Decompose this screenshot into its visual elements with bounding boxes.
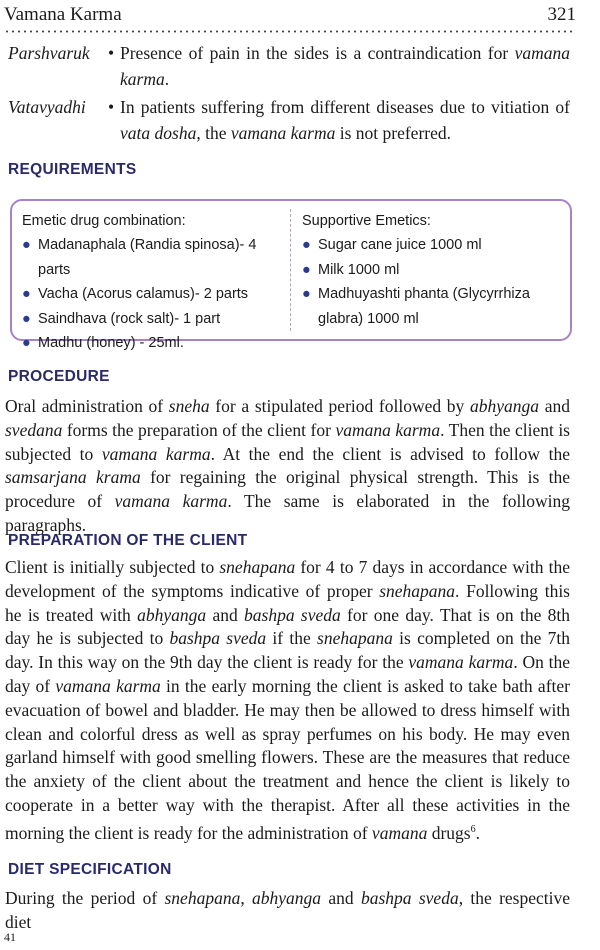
procedure-paragraph: Oral administration of sneha for a stipulated period followed by abhyanga and svedana forms the preparation of the client for vamana karma. Then the client is subjected to vamana karma. At the end the client is advised to follow the samsarjana krama for regaining the original physical strength. This is the procedure of vamana karma. The same is elaborated in the following paragraphs.	[5, 396, 571, 535]
list-item: ● Saindhava (rock salt)- 1 part	[22, 307, 290, 332]
bullet-icon: ●	[22, 237, 31, 253]
column-divider	[290, 209, 291, 331]
bullet-icon: •	[108, 43, 115, 63]
bullet-icon: ●	[22, 286, 31, 302]
list-item: ● Madanaphala (Randia spinosa)- 4 parts	[22, 233, 290, 282]
supportive-emetics-list	[302, 233, 564, 331]
contraindication-term: Vatavyadhi	[8, 97, 86, 117]
running-head	[4, 2, 576, 28]
contraindication-text: In patients suffering from different diseases due to vitiation of vata dosha, the vamana karma is not preferred.	[120, 97, 570, 143]
emetic-drug-title: Emetic drug combination:	[22, 213, 186, 229]
list-item: ● Milk 1000 ml	[302, 258, 564, 283]
bullet-icon: ●	[22, 310, 31, 327]
contraindication-parshvaruk	[8, 40, 570, 92]
list-item: ● Vacha (Acorus calamus)- 2 parts	[22, 282, 290, 307]
contraindication-vatavyadhi	[8, 94, 570, 146]
emetic-drug-list	[22, 233, 290, 356]
contraindication-text: Presence of pain in the sides is a contraindication for vamana karma.	[120, 43, 570, 89]
procedure-heading: PROCEDURE	[8, 368, 110, 385]
bullet-icon: ●	[22, 335, 31, 351]
list-item: ● Sugar cane juice 1000 ml	[302, 233, 564, 258]
list-item: ● Madhu (honey) - 25ml.	[22, 331, 290, 356]
emetic-drug-column	[22, 209, 290, 356]
diet-heading: DIET SPECIFICATION	[8, 861, 172, 878]
bullet-icon: •	[108, 97, 115, 117]
folio-number: 41	[4, 930, 16, 944]
requirements-heading: REQUIREMENTS	[8, 161, 137, 178]
preparation-paragraph: Client is initially subjected to snehapana for 4 to 7 days in accordance with the development of the symptoms indicative of proper snehapana. Following this he is treated with abhyanga and bashpa sveda for one day. That is on the 8th day he is subjected to bashpa sveda if the snehapana is completed on the 7th day. In this way on the 9th day the client is ready for the vamana karma. On the day of vamana karma in the early morning the client is asked to take bath after evacuation of bowel and bladder. He may then be allowed to dress himself with clean and colorful dress as well as spray perfumes on his body. He may even garland himself with good smelling flowers. These are the measures that reduce the anxiety of the client about the treatment and hence the client is likely to cooperate in a better way with the therapist. After all these activities in the morning the client is ready for the administration of vamana drugs$^6$.	[5, 557, 571, 843]
diet-paragraph: During the period of snehapana, abhyanga and bashpa sveda, the respective diet	[5, 888, 571, 932]
bullet-icon: ●	[302, 237, 311, 253]
requirements-box	[10, 199, 572, 351]
bullet-icon: ●	[302, 286, 311, 302]
preparation-heading: PREPARATION OF THE CLIENT	[8, 532, 248, 549]
contraindication-term: Parshvaruk	[8, 43, 90, 63]
bullet-icon: ●	[302, 261, 311, 278]
supportive-emetics-column	[302, 209, 564, 331]
list-item: ● Madhuyashti phanta (Glycyrrhiza glabra) 1000 ml	[302, 282, 564, 331]
header-dotted-rule	[4, 30, 576, 33]
page-number: 321	[547, 4, 576, 25]
supportive-emetics-title: Supportive Emetics:	[302, 213, 431, 229]
chapter-title: Vamana Karma	[4, 4, 122, 25]
